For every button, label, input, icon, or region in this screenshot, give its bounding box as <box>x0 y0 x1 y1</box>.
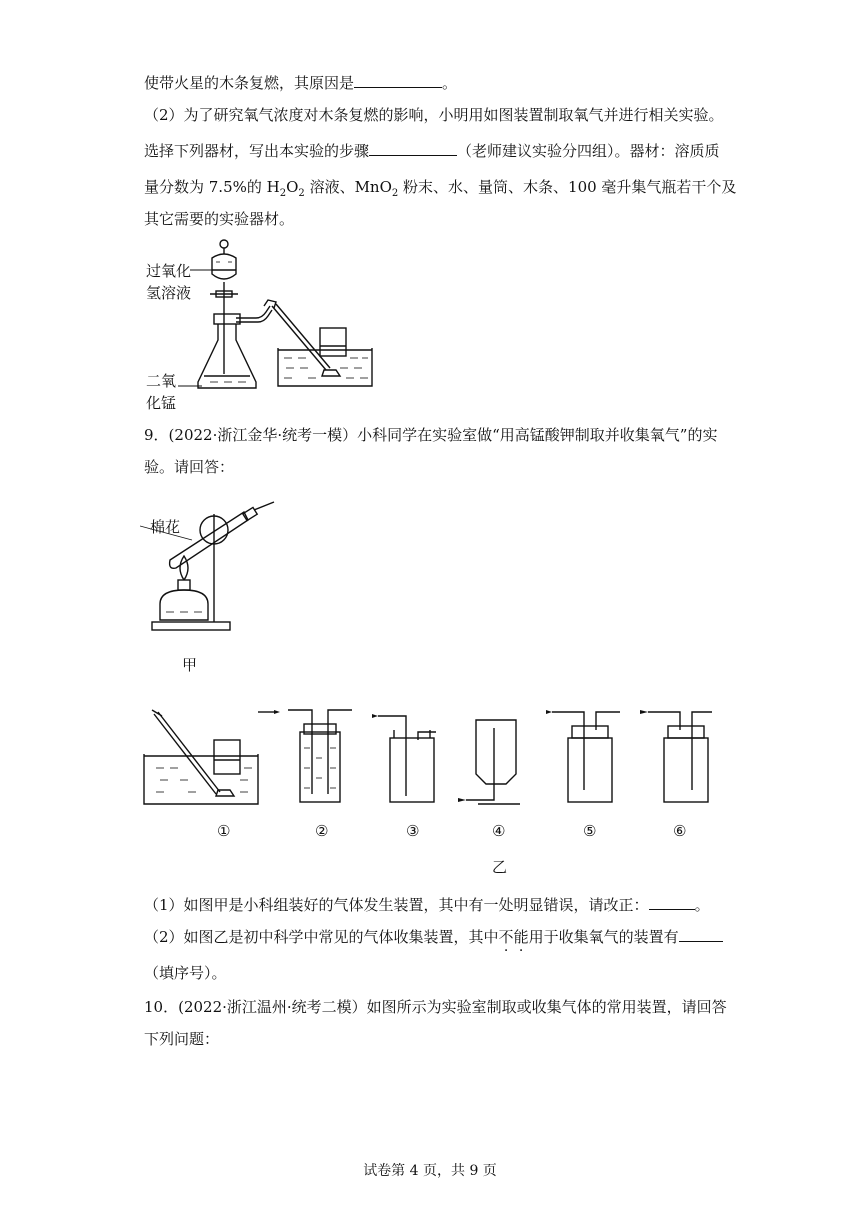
label-yi: 乙 <box>492 858 508 876</box>
label-device-3: ③ <box>406 822 420 840</box>
q2-line-1: （2）为了研究氧气浓度对木条复燃的影响，小明用如图装置制取氧气并进行相关实验。 <box>144 106 724 124</box>
label-device-1: ① <box>217 822 231 840</box>
q2-line-3 <box>144 176 736 205</box>
q2-line-3-mno: 溶液、MnO <box>304 178 392 196</box>
label-cotton: 棉花 <box>150 518 181 536</box>
answer-blank-1[interactable] <box>354 72 442 88</box>
q10-line-1: 10．(2022·浙江温州·统考二模）如图所示为实验室制取或收集气体的常用装置，请回答 <box>144 998 727 1016</box>
q9-line-2: 验。请回答： <box>144 458 235 476</box>
q9-part2-rest: 用于收集氧气的装置有 <box>528 928 679 946</box>
q9-part2-line2: （填序号）。 <box>144 964 227 982</box>
q9-part2 <box>144 926 723 948</box>
q9-part2-text: （2）如图乙是初中科学中常见的气体收集装置，其中 <box>144 928 499 946</box>
answer-blank-2[interactable] <box>369 140 457 156</box>
q2-line-4: 其它需要的实验器材。 <box>144 210 295 228</box>
text-line-1 <box>144 72 457 94</box>
label-mno2-1: 二氧 <box>146 372 177 390</box>
sub-2a: 2 <box>279 188 287 199</box>
page-footer: 试卷第 4 页，共 9 页 <box>363 1163 497 1179</box>
answer-blank-4[interactable] <box>679 926 723 942</box>
label-mno2-2: 化锰 <box>146 394 177 412</box>
label-h2o2-1: 过氧化 <box>146 262 192 280</box>
label-device-5: ⑤ <box>583 822 597 840</box>
label-device-6: ⑥ <box>673 822 687 840</box>
sub-2b: 2 <box>298 188 305 199</box>
emphasis-bu: 不 <box>498 928 514 946</box>
label-jia: 甲 <box>182 656 198 674</box>
line-1-text: 使带火星的木条复燃，其原因是 <box>144 74 355 92</box>
q9-line-1: 9．(2022·浙江金华·统考一模）小科同学在实验室做“用高锰酸钾制取并收集氧气”的实 <box>144 426 718 444</box>
q2-line-2-b: （老师建议实验分四组）。器材：溶质质 <box>457 142 720 160</box>
q2-line-3-a: 量分数为 7.5%的 H <box>144 178 280 196</box>
q2-line-3-o: O <box>286 178 299 196</box>
q9-part1-text: （1）如图甲是小科组装好的气体发生装置，其中有一处明显错误，请改正： <box>144 896 649 914</box>
line-1-end: 。 <box>442 74 458 92</box>
q2-line-3-rest: 粉末、水、量筒、木条、100 毫升集气瓶若干个及 <box>398 178 737 196</box>
emphasis-neng: 能 <box>513 928 529 946</box>
sub-2c: 2 <box>391 188 399 199</box>
q2-line-2 <box>144 140 720 162</box>
answer-blank-3[interactable] <box>649 894 695 910</box>
label-h2o2-2: 氢溶液 <box>146 284 192 302</box>
q9-part1-end: 。 <box>694 896 710 914</box>
q9-part1 <box>144 894 710 916</box>
q10-line-2: 下列问题： <box>144 1030 220 1048</box>
label-device-4: ④ <box>492 822 506 840</box>
label-device-2: ② <box>315 822 329 840</box>
q2-line-2-a: 选择下列器材，写出本实验的步骤 <box>144 142 370 160</box>
collection-devices-figure <box>140 700 730 820</box>
